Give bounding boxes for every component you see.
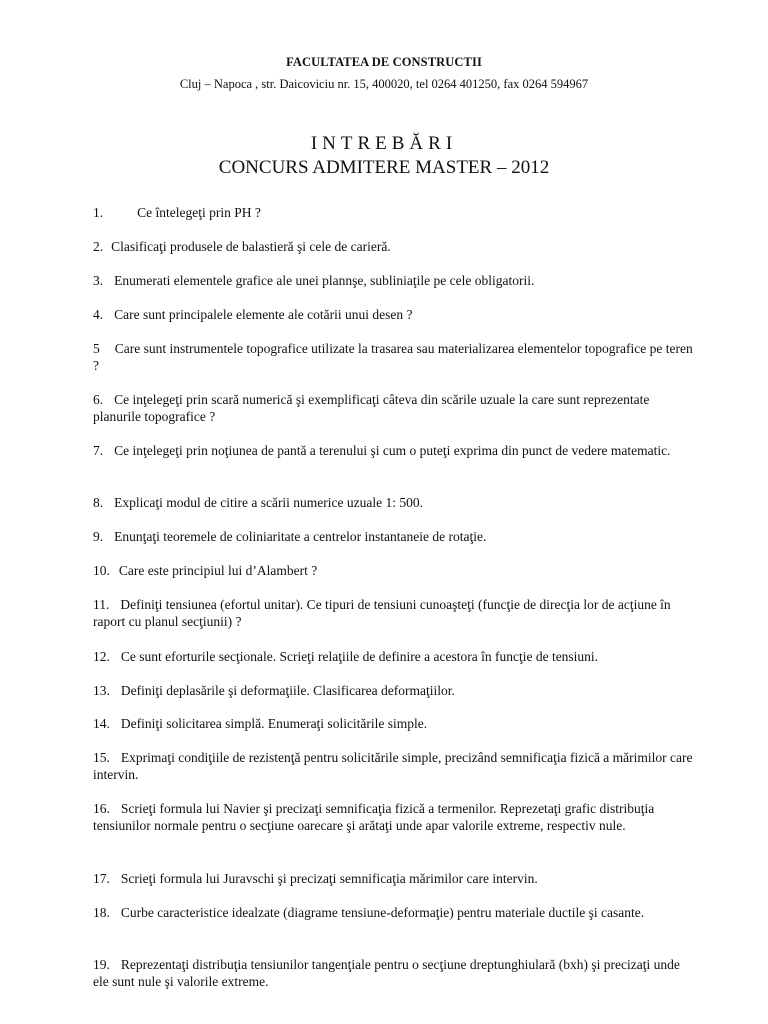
- question-text: Ce sunt eforturile secţionale. Scrieţi relaţiile de definire a acestora în funcţie de tensiuni.: [120, 649, 599, 664]
- question-text: Curbe caracteristice idealzate (diagrame tensiune-deformaţie) pentru materiale ductile şi casante.: [120, 905, 645, 920]
- question-item: [93, 306, 693, 323]
- question-number: 8.: [93, 495, 104, 510]
- question-number: 5: [93, 341, 100, 356]
- question-text: Exprimaţi condiţiile de rezistenţă pentru solicitările simple, precizând semnificaţia fizică a mărimilor care intervin.: [93, 750, 693, 782]
- question-item: [93, 904, 693, 921]
- question-text: Ce inţelegeţi prin noţiunea de pantă a terenului şi cum o puteţi exprima din punct de vedere matematic.: [114, 443, 671, 458]
- question-text: Explicaţi modul de citire a scării numerice uzuale 1: 500.: [114, 495, 424, 510]
- question-item: [93, 391, 693, 425]
- question-item: [93, 528, 693, 545]
- question-item: [93, 272, 693, 289]
- question-item: [93, 596, 693, 630]
- question-number: 1.: [93, 205, 104, 220]
- question-number: 14.: [93, 716, 110, 731]
- question-item: [93, 562, 693, 579]
- question-number: 2.: [93, 239, 104, 254]
- question-item: [93, 494, 693, 511]
- question-number: 12.: [93, 649, 110, 664]
- question-item: [93, 340, 693, 374]
- question-item: [93, 442, 693, 459]
- question-text: Enumerati elementele grafice ale unei plannşe, subliniaţile pe cele obligatorii.: [114, 273, 535, 288]
- question-text: Definiţi tensiunea (efortul unitar). Ce tipuri de tensiuni cunoaşteţi (funcţie de direcţia lor de acţiune în raport cu planul secţiunii) ?: [93, 597, 671, 629]
- question-number: 7.: [93, 443, 104, 458]
- question-number: 18.: [93, 905, 110, 920]
- question-text: Reprezentaţi distribuţia tensiunilor tangenţiale pentru o secţiune dreptunghiulară (bxh) şi precizaţi unde ele sunt nule şi valorile extreme.: [93, 957, 680, 989]
- question-number: 10.: [93, 563, 110, 578]
- question-text: Scrieţi formula lui Navier şi precizaţi semnificaţia fizică a termenilor. Reprezetaţi grafic distribuţia tensiunilor normale pentru o secţiune oarecare şi arătaţi unde apar valorile extreme, respectiv nule.: [93, 801, 655, 833]
- document-subtitle: CONCURS ADMITERE MASTER – 2012: [218, 157, 550, 178]
- question-item: [93, 204, 693, 221]
- question-text: Definiţi solicitarea simplă. Enumeraţi solicitările simple.: [120, 716, 428, 731]
- question-number: 19.: [93, 957, 110, 972]
- question-number: 16.: [93, 801, 110, 816]
- question-text: Ce întelegeţi prin PH ?: [137, 205, 261, 220]
- question-item: [93, 715, 693, 732]
- question-item: [93, 648, 693, 665]
- question-number: 6.: [93, 392, 104, 407]
- question-number: 13.: [93, 683, 110, 698]
- question-item: [93, 238, 693, 255]
- question-number: 4.: [93, 307, 104, 322]
- question-number: 3.: [93, 273, 104, 288]
- question-item: [93, 956, 693, 990]
- question-number: 17.: [93, 871, 110, 886]
- question-text: Care este principiul lui d’Alambert ?: [118, 563, 318, 578]
- question-text: Care sunt instrumentele topografice utilizate la trasarea sau materializarea elementelor topografice pe teren ?: [93, 341, 693, 373]
- question-number: 11.: [93, 597, 110, 612]
- question-item: [93, 749, 693, 783]
- question-text: Definiţi deplasările şi deformaţiile. Clasificarea deformaţiilor.: [120, 683, 455, 698]
- question-text: Clasificaţi produsele de balastieră şi cele de carieră.: [111, 239, 391, 254]
- question-item: [93, 682, 693, 699]
- question-text: Ce inţelegeţi prin scară numerică şi exemplificaţi câteva din scările uzuale la care sunt reprezentate planurile topografice ?: [93, 392, 650, 424]
- question-text: Scrieţi formula lui Juravschi şi precizaţi semnificaţia mărimilor care intervin.: [120, 871, 538, 886]
- question-text: Care sunt principalele elemente ale cotării unui desen ?: [114, 307, 413, 322]
- question-number: 9.: [93, 529, 104, 544]
- institution-address: Cluj – Napoca , str. Daicoviciu nr. 15, 400020, tel 0264 401250, fax 0264 594967: [179, 77, 589, 91]
- document-title: INTREBĂRI: [310, 133, 458, 154]
- institution-name: FACULTATEA DE CONSTRUCTII: [286, 55, 482, 69]
- question-item: [93, 800, 693, 834]
- question-item: [93, 870, 693, 887]
- question-text: Enunţaţi teoremele de coliniaritate a centrelor instantaneie de rotaţie.: [114, 529, 487, 544]
- question-number: 15.: [93, 750, 110, 765]
